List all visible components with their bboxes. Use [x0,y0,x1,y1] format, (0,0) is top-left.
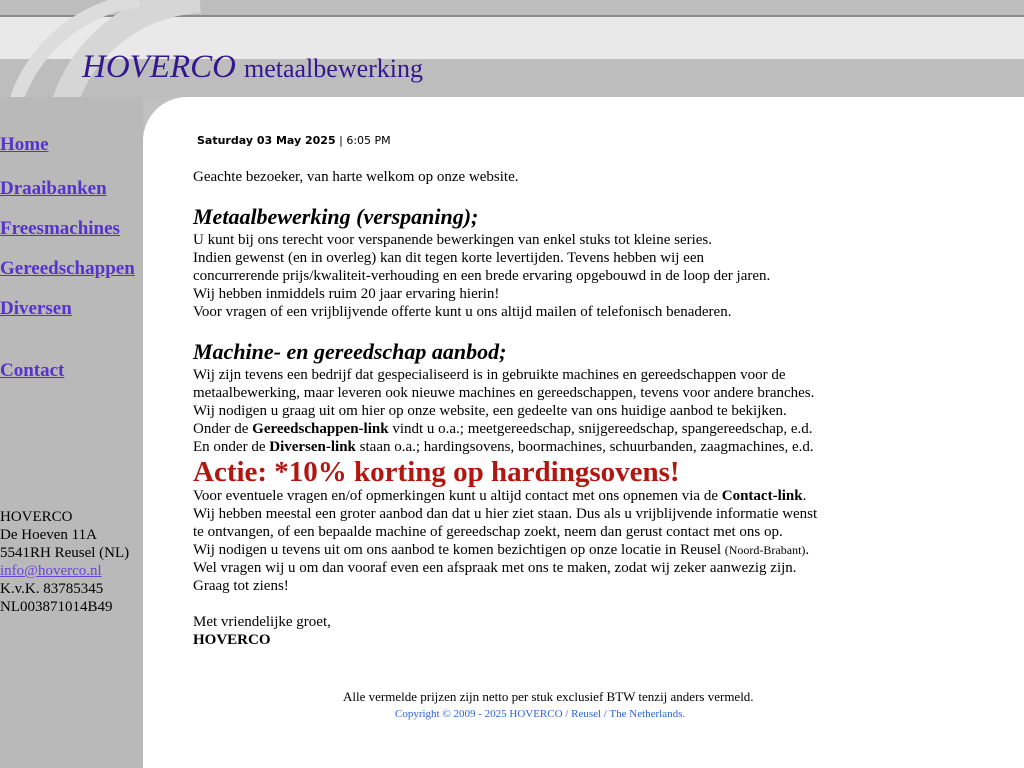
paragraph-line [193,541,817,559]
address-city: 5541RH Reusel (NL) [0,545,130,561]
site-header [0,0,1024,97]
text-span: En onder de [193,439,270,455]
current-time: 6:05 PM [346,134,391,147]
paragraph-line: Wij zijn tevens een bedrijf dat gespecialiseerd is in gebruikte machines en gereedschappen voor de [193,367,786,383]
main-content [143,97,1024,768]
paragraph-line: Voor vragen of een vrijblijvende offerte kunt u ons altijd mailen of telefonisch benaderen. [193,304,732,320]
nav-link-contact[interactable]: Contact [0,360,65,381]
closing-greeting: Met vriendelijke groet, [193,614,331,630]
diversen-link-mention: Diversen-link [269,439,356,455]
nav-link-freesmachines[interactable]: Freesmachines [0,218,120,239]
text-span: . [805,542,810,558]
gereedschappen-link-mention: Gereedschappen-link [252,421,389,437]
address-company: HOVERCO [0,509,73,525]
sidebar [0,97,143,768]
text-span: vindt u o.a.; meetgereedschap, snijgereedschap, spangereedschap, e.d. [388,421,813,437]
site-logo[interactable] [82,48,423,86]
section-metaalbewerking-text [193,231,770,321]
paragraph-line: Graag tot ziens! [193,578,289,594]
text-span: Voor eventuele vragen en/of opmerkingen kunt u altijd contact met ons opnemen via de [193,488,722,504]
current-date: Saturday 03 May 2025 [197,134,336,147]
paragraph-line [193,420,814,438]
region-note: (Noord-Brabant) [724,543,806,557]
paragraph-line: Wel vragen wij u om dan vooraf even een afspraak met ons te maken, zodat wij zeker aanwezig zijn. [193,560,797,576]
brand-name: HOVERCO [82,49,236,85]
paragraph-line: concurrerende prijs/kwaliteit-verhouding en een brede ervaring opgebouwd in de loop der jaren. [193,268,771,284]
text-span: Wij nodigen u tevens uit om ons aanbod te komen bezichtigen op onze locatie in Reusel [193,542,725,558]
price-disclaimer: Alle vermelde prijzen zijn netto per stuk exclusief BTW tenzij anders vermeld. [343,689,754,704]
paragraph-line: Indien gewenst (en in overleg) kan dit tegen korte levertijden. Tevens hebben wij een [193,250,704,266]
copyright-notice: Copyright © 2009 - 2025 HOVERCO / Reusel / The Netherlands. [395,708,686,720]
section-heading-metaalbewerking: Metaalbewerking (verspaning); [193,204,479,229]
closing [193,613,331,649]
contact-link-mention: Contact-link [721,488,803,504]
date-separator: | [339,134,343,147]
text-span: . [802,488,807,504]
nav-link-draaibanken[interactable]: Draaibanken [0,178,107,199]
paragraph-line [193,487,817,505]
section-contact-text [193,487,817,595]
section-heading-aanbod: Machine- en gereedschap aanbod; [193,339,507,364]
date-time [197,134,391,147]
address-vat: NL003871014B49 [0,599,113,615]
paragraph-line: Wij hebben meestal een groter aanbod dan dat u hier ziet staan. Dus als u vrijblijvende informatie wenst [193,506,818,522]
email-link[interactable]: info@hoverco.nl [0,563,102,579]
company-address [0,508,129,616]
nav-link-diversen[interactable]: Diversen [0,298,72,319]
closing-signature: HOVERCO [193,632,271,648]
address-street: De Hoeven 11A [0,527,97,543]
paragraph-line: Wij hebben inmiddels ruim 20 jaar ervaring hierin! [193,286,500,302]
paragraph-line [193,438,814,456]
paragraph-line: metaalbewerking, maar leveren ook nieuwe machines en gereedschappen, tevens voor andere branches. [193,385,815,401]
nav-link-home[interactable]: Home [0,134,49,155]
paragraph-line: te ontvangen, of een bepaalde machine of gereedschap zoekt, neem dan gerust contact met ons op. [193,524,783,540]
brand-subtitle: metaalbewerking [243,54,424,83]
nav-link-gereedschappen[interactable]: Gereedschappen [0,258,135,279]
promo-banner: Actie: *10% korting op hardingsovens! [193,456,680,488]
welcome-text: Geachte bezoeker, van harte welkom op onze website. [193,169,519,185]
text-span: Onder de [193,421,253,437]
text-span: staan o.a.; hardingsovens, boormachines, schuurbanden, zaagmachines, e.d. [355,439,814,455]
address-kvk: K.v.K. 83785345 [0,581,104,597]
paragraph-line: U kunt bij ons terecht voor verspanende bewerkingen van enkel stuks tot kleine series. [193,232,713,248]
section-aanbod-text [193,366,814,456]
paragraph-line: Wij nodigen u graag uit om hier op onze website, een gedeelte van ons huidige aanbod te bekijken. [193,403,787,419]
